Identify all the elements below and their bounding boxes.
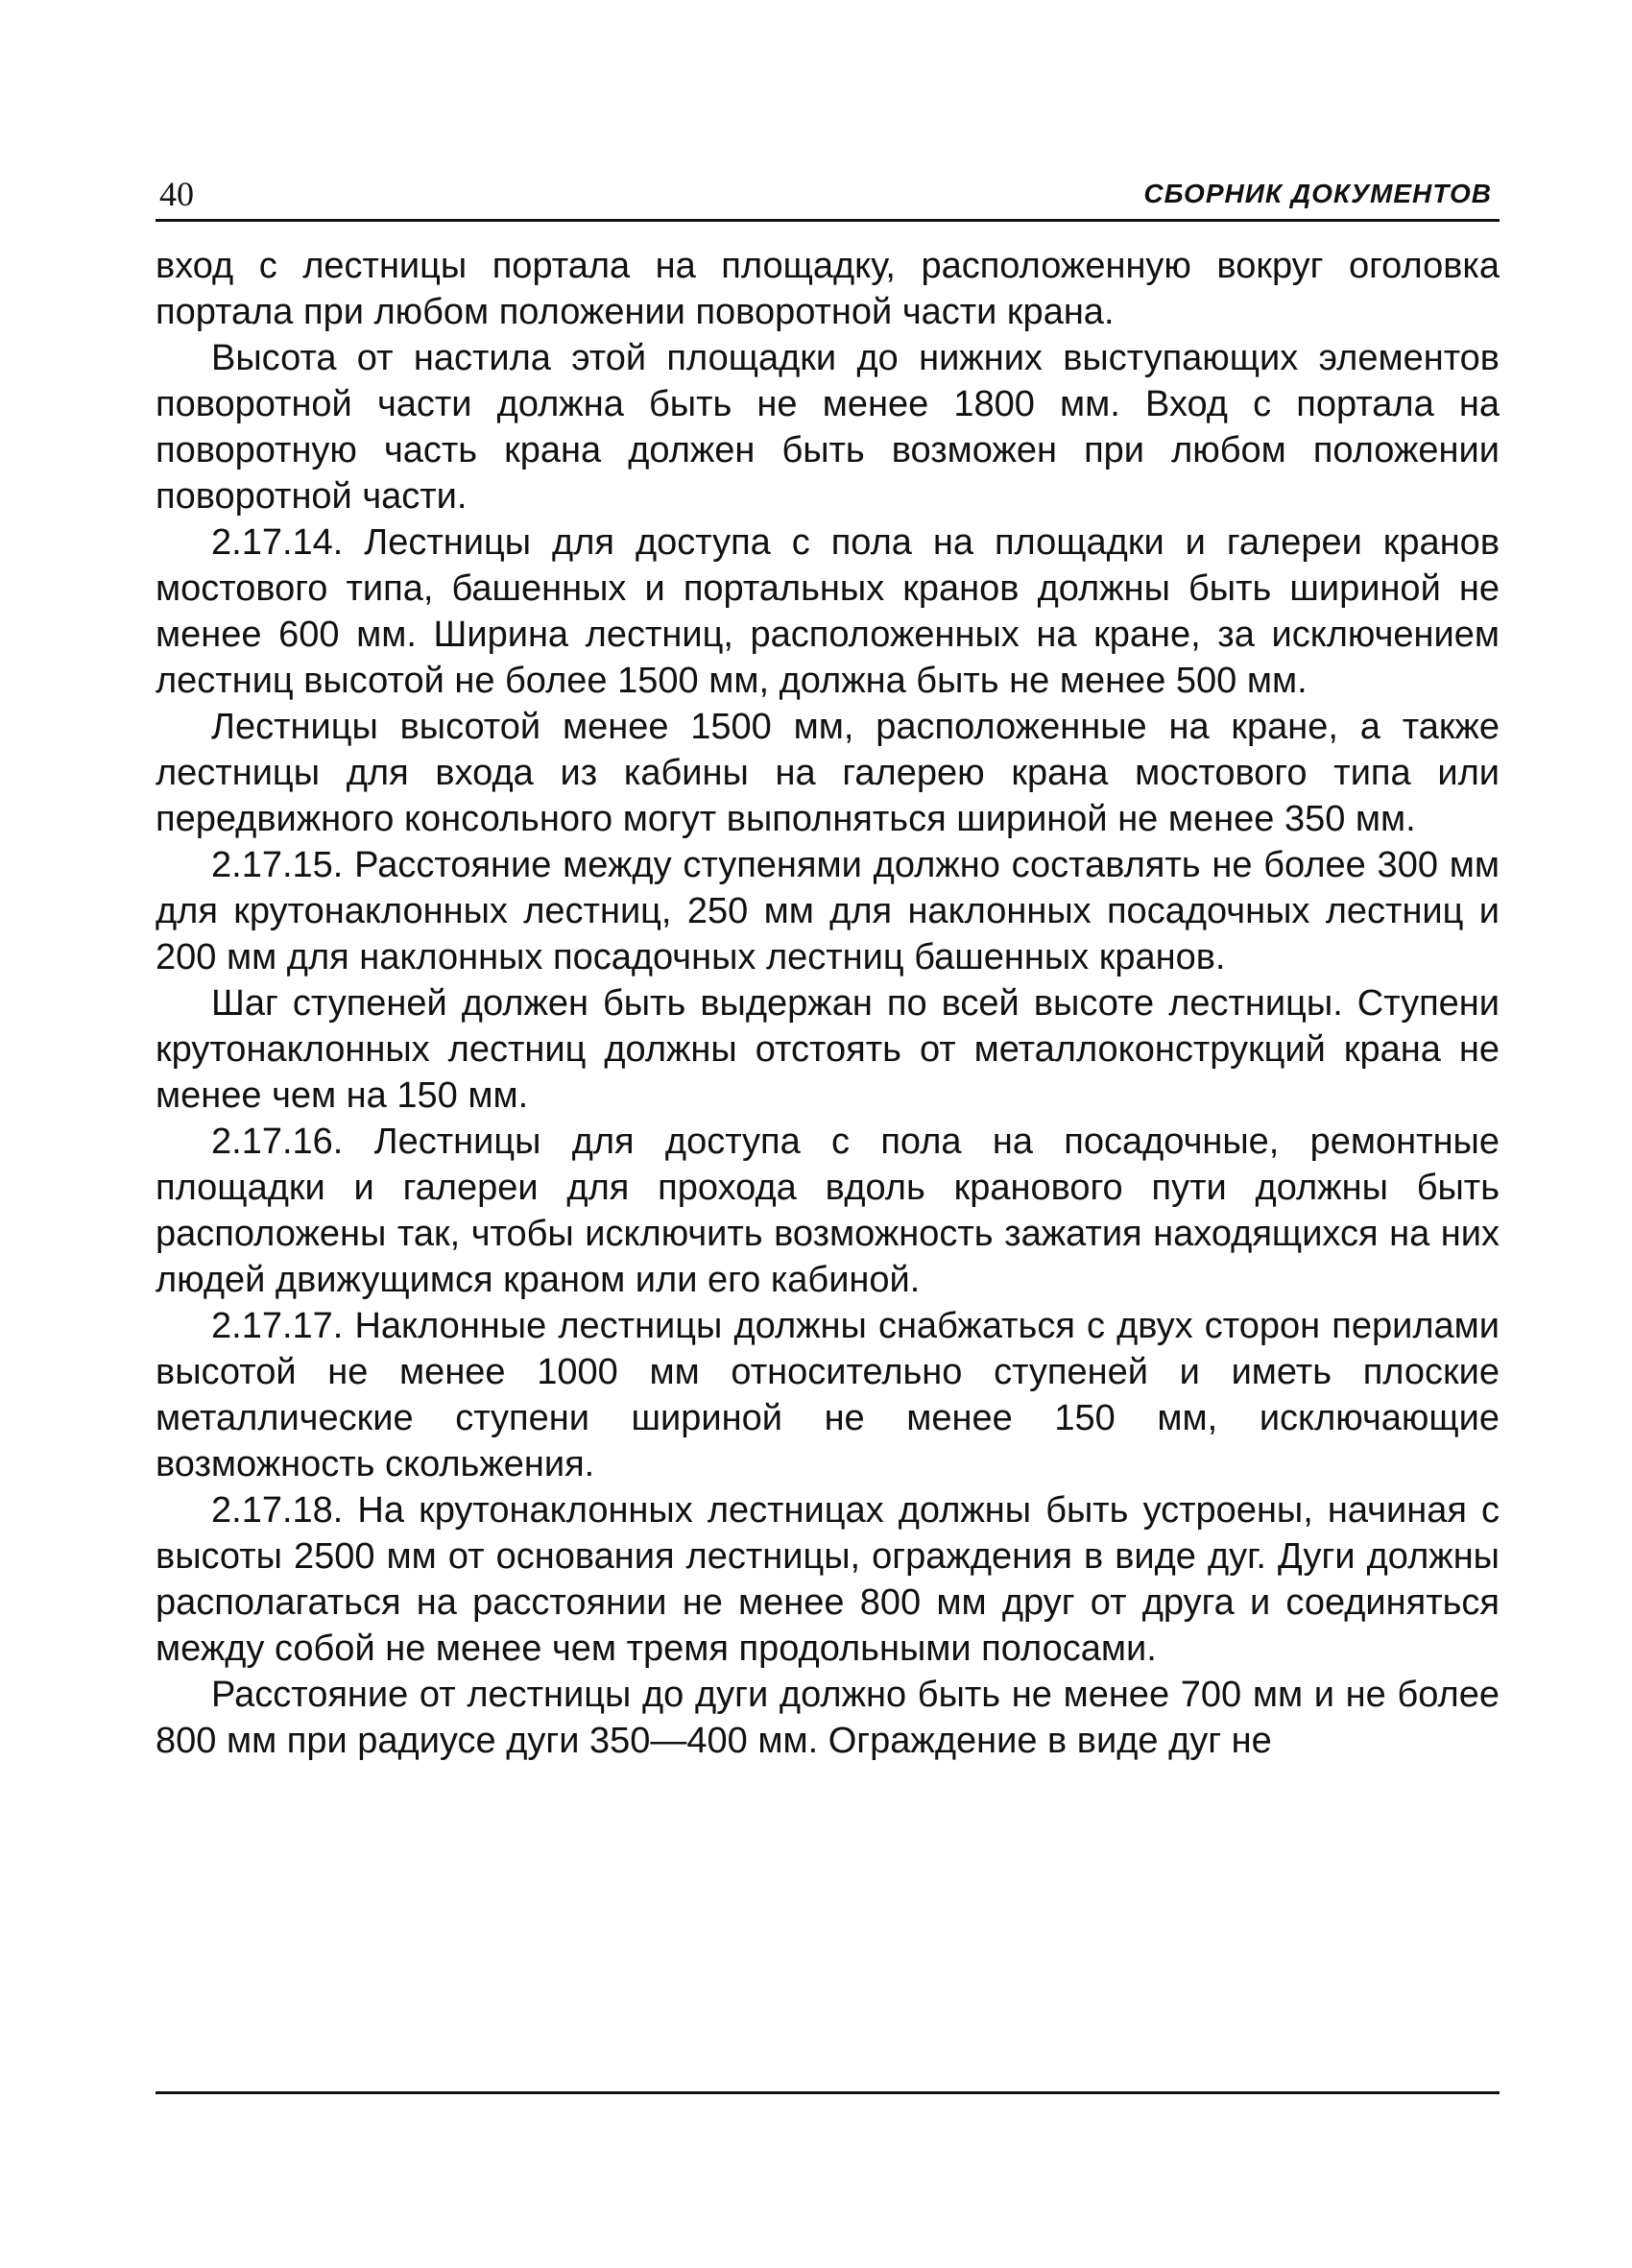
clause-2-17-15: 2.17.15. Расстояние между ступенями должно составлять не более 300 мм для крутонаклонных лестниц, 250 мм для наклонных посадочных лестниц и 200 мм для наклонных посадочных лестниц башенных кранов.: [156, 845, 1500, 977]
clause-2-17-16: 2.17.16. Лестницы для доступа с пола на посадочные, ремонтные площадки и галереи для прохода вдоль кранового пути должны быть расположены так, чтобы исключить возможность зажатия находящихся на них людей движущимся краном или его кабиной.: [156, 1122, 1500, 1300]
page-number: 40: [159, 175, 194, 213]
body-text: [156, 243, 1500, 1764]
clause-2-17-14: 2.17.14. Лестницы для доступа с пола на площадки и галереи кранов мостового типа, башенных и портальных кранов должны быть шириной не менее 600 мм. Ширина лестниц, расположенных на кране, за исключением лестниц высотой не более 1500 мм, должна быть не менее 500 мм.: [156, 522, 1500, 701]
paragraph: Высота от настила этой площадки до нижних выступающих элементов поворотной части должна быть не менее 1800 мм. Вход с портала на поворотную часть крана должен быть возможен при любом положении поворотной части.: [156, 338, 1500, 517]
running-head: [156, 173, 1500, 222]
paragraph: Шаг ступеней должен быть выдержан по всей высоте лестницы. Ступени крутонаклонных лестниц должны отстоять от металлоконструкций крана не менее чем на 150 мм.: [156, 983, 1500, 1116]
paragraph: Расстояние от лестницы до дуги должно быть не менее 700 мм и не более 800 мм при радиусе дуги 350—400 мм. Ограждение в виде дуг не: [156, 1675, 1500, 1761]
collection-title: СБОРНИК ДОКУМЕНТОВ: [1143, 179, 1492, 208]
clause-2-17-18: 2.17.18. На крутонаклонных лестницах должны быть устроены, начиная с высоты 2500 мм от основания лестницы, ограждения в виде дуг. Дуги должны располагаться на расстоянии не менее 800 мм друг от друга и соединяться между собой не менее чем тремя продольными полосами.: [156, 1490, 1500, 1669]
document-page: [156, 173, 1500, 2132]
footer-rule: [156, 2091, 1500, 2094]
paragraph-continued: вход с лестницы портала на площадку, расположенную вокруг оголовка портала при любом положении поворотной части крана.: [156, 246, 1500, 332]
paragraph: Лестницы высотой менее 1500 мм, расположенные на кране, а также лестницы для входа из кабины на галерею крана мостового типа или передвижного консольного могут выполняться шириной не менее 350 мм.: [156, 707, 1500, 839]
clause-2-17-17: 2.17.17. Наклонные лестницы должны снабжаться с двух сторон перилами высотой не менее 1000 мм относительно ступеней и иметь плоские металлические ступени шириной не менее 150 мм, исключающие возможность скольжения.: [156, 1306, 1500, 1484]
